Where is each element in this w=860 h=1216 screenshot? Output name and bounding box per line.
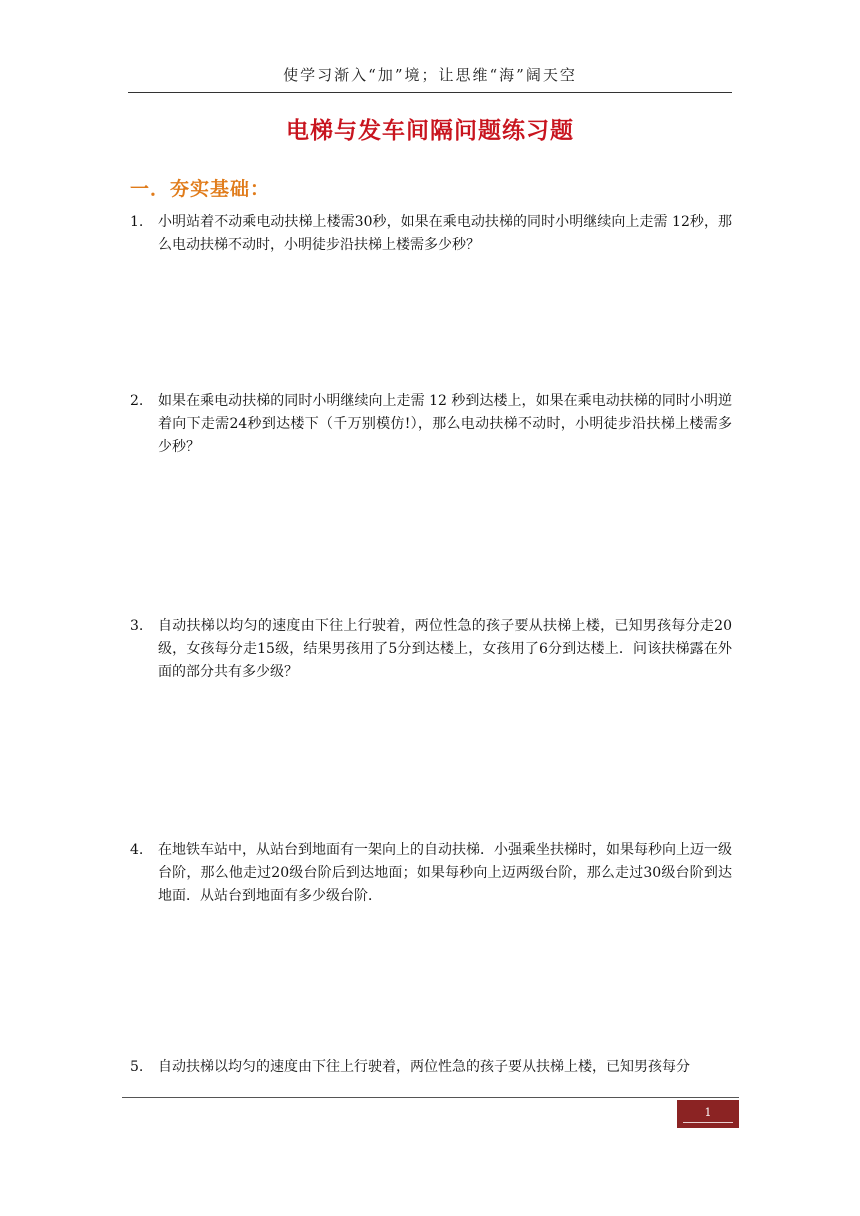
question-item — [130, 211, 732, 257]
header-motto: 使学习渐入“加”境；让思维“海”阔天空 — [283, 66, 577, 84]
question-text: 在地铁车站中，从站台到地面有一架向上的自动扶梯．小强乘坐扶梯时，如果每秒向上迈一级台阶，那么他走过20级台阶后到达地面；如果每秒向上迈两级台阶，那么走过30级台阶到达地面．从站台到地面有多少级台阶． — [158, 842, 732, 904]
question-number: 3. — [130, 618, 144, 634]
question-text: 自动扶梯以均匀的速度由下往上行驶着，两位性急的孩子要从扶梯上楼，已知男孩每分 — [158, 1059, 690, 1075]
question-item — [130, 615, 732, 684]
page-number-badge — [677, 1100, 739, 1128]
header-divider — [128, 92, 732, 93]
question-text: 如果在乘电动扶梯的同时小明继续向上走需 12 秒到达楼上，如果在乘电动扶梯的同时小明逆着向下走需24秒到达楼下（千万别模仿!），那么电动扶梯不动时，小明徒步沿扶梯上楼需多少秒？ — [158, 393, 732, 455]
section-heading: 一．夯实基础： — [130, 178, 271, 200]
footer-divider — [122, 1097, 739, 1098]
question-number: 2. — [130, 393, 144, 409]
question-number: 1. — [130, 214, 144, 230]
page-title: 电梯与发车间隔问题练习题 — [286, 117, 574, 144]
question-item — [130, 390, 732, 459]
question-text: 自动扶梯以均匀的速度由下往上行驶着，两位性急的孩子要从扶梯上楼，已知男孩每分走20级，女孩每分走15级，结果男孩用了5分到达楼上，女孩用了6分到达楼上．问该扶梯露在外面的部分共有多少级？ — [158, 618, 732, 680]
question-item — [130, 839, 732, 908]
page-number-underline — [683, 1122, 733, 1123]
page-number: 1 — [704, 1106, 712, 1119]
question-text: 小明站着不动乘电动扶梯上楼需30秒，如果在乘电动扶梯的同时小明继续向上走需 12秒，那么电动扶梯不动时，小明徒步沿扶梯上楼需多少秒？ — [158, 214, 732, 253]
question-number: 5. — [130, 1059, 144, 1075]
question-number: 4. — [130, 842, 144, 858]
question-item — [130, 1056, 732, 1079]
